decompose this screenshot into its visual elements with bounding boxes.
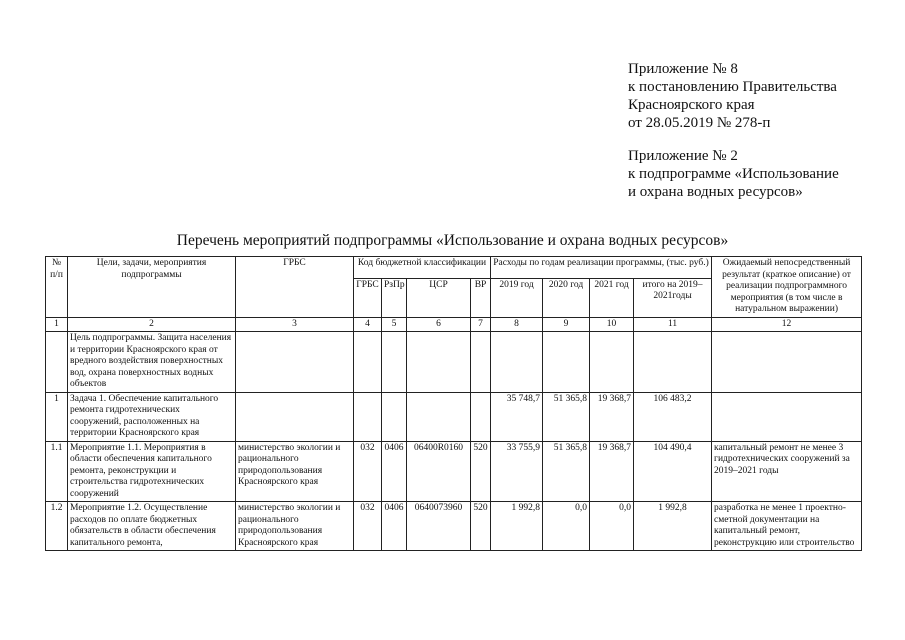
appendix-8-line: Приложение № 8 (628, 61, 738, 77)
row-rzpr (382, 332, 407, 393)
table-row (46, 502, 862, 551)
row-csr (407, 332, 471, 393)
col-header-budget-code: Код бюджетной классификации (354, 257, 491, 279)
col-header-total: итого на 2019–2021годы (634, 278, 712, 317)
row-2020: 0,0 (543, 502, 590, 551)
row-grbs: министерство экологии и рационального природопользования Красноярского края (236, 441, 354, 502)
row-total: 1 992,8 (634, 502, 712, 551)
row-result: разработка не менее 1 проектно-сметной документации на капитальный ремонт, реконструкцию или строительство (712, 502, 862, 551)
row-name: Задача 1. Обеспечение капитального ремонта гидротехнических сооружений, расположенных на территории Красноярского края (68, 392, 236, 441)
row-2021 (590, 332, 634, 393)
row-2019: 1 992,8 (491, 502, 543, 551)
col-header-2019: 2019 год (491, 278, 543, 317)
row-grbs (236, 332, 354, 393)
row-code-grbs: 032 (354, 502, 382, 551)
appendix-8-line: от 28.05.2019 № 278-п (628, 115, 771, 131)
row-total (634, 332, 712, 393)
row-total: 104 490,4 (634, 441, 712, 502)
row-total: 106 483,2 (634, 392, 712, 441)
column-number: 3 (236, 317, 354, 332)
column-number: 5 (382, 317, 407, 332)
table-row (46, 392, 862, 441)
row-csr: 06400R0160 (407, 441, 471, 502)
column-number: 4 (354, 317, 382, 332)
column-number: 7 (471, 317, 491, 332)
row-num: 1 (46, 392, 68, 441)
row-name: Цель подпрограммы. Защита населения и территории Красноярского края от вредного воздействия поверхностных вод, охрана поверхностных водных объектов (68, 332, 236, 393)
col-header-code-rzpr: РзПр (382, 278, 407, 317)
row-rzpr: 0406 (382, 502, 407, 551)
column-number: 6 (407, 317, 471, 332)
appendix-8-header (628, 60, 837, 132)
row-2019: 35 748,7 (491, 392, 543, 441)
row-csr: 0640073960 (407, 502, 471, 551)
row-2020 (543, 332, 590, 393)
col-header-grbs: ГРБС (236, 257, 354, 318)
row-name: Мероприятие 1.1. Мероприятия в области обеспечения капитального ремонта, реконструкции и строительства гидротехнических сооружений (68, 441, 236, 502)
row-num: 1.1 (46, 441, 68, 502)
column-number-row (46, 317, 862, 332)
col-header-code-csr: ЦСР (407, 278, 471, 317)
column-number: 1 (46, 317, 68, 332)
row-2020: 51 365,8 (543, 392, 590, 441)
row-num (46, 332, 68, 393)
column-number: 2 (68, 317, 236, 332)
row-vr (471, 332, 491, 393)
row-rzpr (382, 392, 407, 441)
col-header-code-grbs: ГРБС (354, 278, 382, 317)
col-header-num: № п/п (46, 257, 68, 318)
row-2019: 33 755,9 (491, 441, 543, 502)
column-number: 9 (543, 317, 590, 332)
table-row (46, 332, 862, 393)
row-vr: 520 (471, 441, 491, 502)
row-grbs: министерство экологии и рационального природопользования Красноярского края (236, 502, 354, 551)
col-header-expenses: Расходы по годам реализации программы, (тыс. руб.) (491, 257, 712, 279)
table-row (46, 441, 862, 502)
column-number: 8 (491, 317, 543, 332)
appendix-8-line: к постановлению Правительства (628, 79, 837, 95)
column-number: 11 (634, 317, 712, 332)
document-title: Перечень мероприятий подпрограммы «Использование и охрана водных ресурсов» (176, 232, 729, 249)
col-header-goals: Цели, задачи, мероприятия подпрограммы (68, 257, 236, 318)
row-2021: 0,0 (590, 502, 634, 551)
appendix-2-header (628, 147, 839, 201)
row-2020: 51 365,8 (543, 441, 590, 502)
row-result (712, 332, 862, 393)
col-header-code-vr: ВР (471, 278, 491, 317)
col-header-result: Ожидаемый непосредственный результат (краткое описание) от реализации подпрограммного мероприятия (в том числе в натуральном выражении) (712, 257, 862, 318)
row-2019 (491, 332, 543, 393)
row-result: капитальный ремонт не менее 3 гидротехнических сооружений за 2019–2021 годы (712, 441, 862, 502)
col-header-2021: 2021 год (590, 278, 634, 317)
header-row (46, 257, 862, 279)
row-name: Мероприятие 1.2. Осуществление расходов по оплате бюджетных обязательств в области обеспечения капитального ремонта, (68, 502, 236, 551)
col-header-2020: 2020 год (543, 278, 590, 317)
row-2021: 19 368,7 (590, 392, 634, 441)
row-vr: 520 (471, 502, 491, 551)
row-code-grbs (354, 392, 382, 441)
appendix-2-line: к подпрограмме «Использование (628, 166, 839, 182)
row-rzpr: 0406 (382, 441, 407, 502)
appendix-2-line: Приложение № 2 (628, 148, 738, 164)
measures-table (45, 256, 862, 551)
row-code-grbs: 032 (354, 441, 382, 502)
row-result (712, 392, 862, 441)
row-grbs (236, 392, 354, 441)
row-code-grbs (354, 332, 382, 393)
appendix-2-line: и охрана водных ресурсов» (628, 184, 803, 200)
row-2021: 19 368,7 (590, 441, 634, 502)
column-number: 12 (712, 317, 862, 332)
row-vr (471, 392, 491, 441)
row-csr (407, 392, 471, 441)
column-number: 10 (590, 317, 634, 332)
row-num: 1.2 (46, 502, 68, 551)
appendix-8-line: Красноярского края (628, 97, 755, 113)
